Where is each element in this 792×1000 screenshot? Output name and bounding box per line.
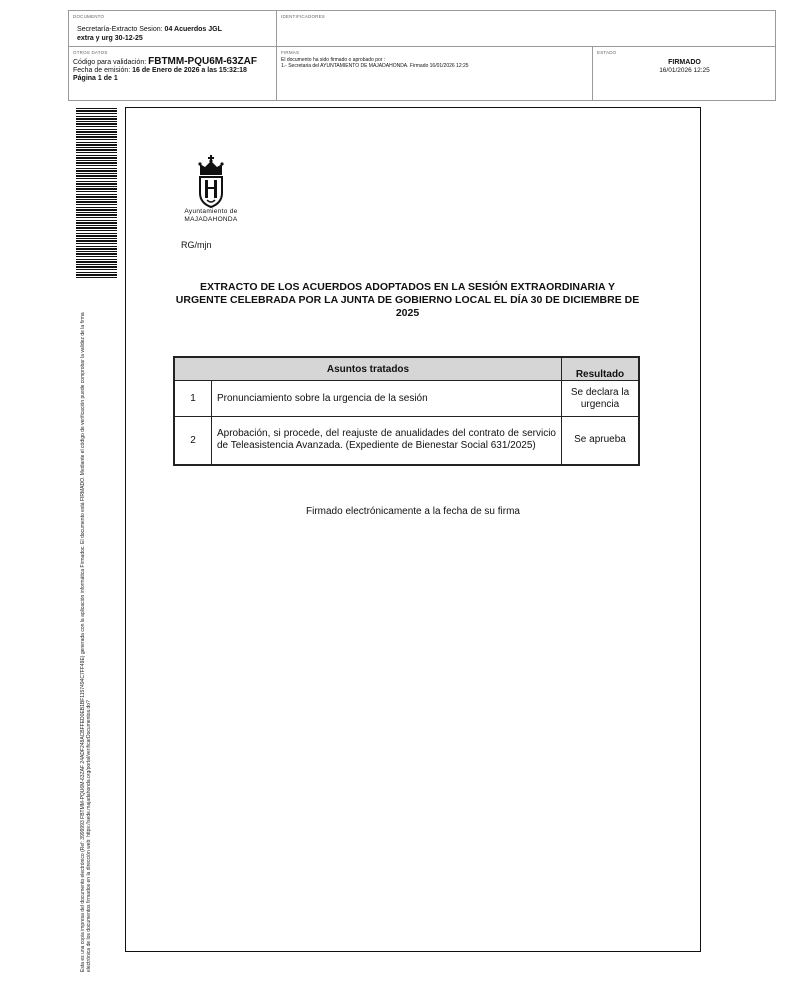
fecha-label: Fecha de emisión:: [73, 67, 133, 74]
logo-line2: MAJADAHONDA: [184, 215, 238, 223]
majadahonda-coat-of-arms-icon: [196, 155, 226, 209]
firmas-cell: [277, 47, 593, 101]
row-resultado: Se aprueba: [562, 417, 640, 465]
firmas-line1: El documento ha sido firmado o aprobado por :: [281, 57, 386, 63]
row-resultado: Se declara la urgencia: [562, 381, 640, 417]
documento-line1: Secretaría-Extracto Sesion:: [77, 26, 165, 33]
document-page-frame: [125, 107, 701, 952]
documento-bold2: extra y urg 30-12-25: [77, 35, 143, 42]
codigo-validacion: [73, 58, 272, 67]
codigo-label: Código para validación:: [73, 59, 149, 66]
logo-line1: Ayuntamiento de: [184, 208, 238, 215]
estado-value: FIRMADO: [668, 59, 701, 66]
otros-datos-cell: [69, 47, 277, 101]
estado-cell: [593, 47, 776, 101]
reference-initials: RG/mjn: [181, 240, 212, 250]
fecha-value: 16 de Enero de 2026 a las 15:32:18: [132, 67, 247, 74]
table-header-row: [174, 357, 639, 381]
documento-value: [77, 25, 272, 43]
asuntos-table: [173, 356, 640, 466]
side-verification-text: Esta es una copia impresa del documento electrónico (Ref: 3999993 FBTMM-PQU6M-63ZAF 24ADF248ACBFFED0EB1BF1157494C7FF49E) generada con la aplicación informática Firmadoc. El documento está FIRMADO. Mediante el código de verificación puede comprobar la validez de la firma electrónica de los documentos firmados en la dirección web: https://sede.majadahonda.org/portal/verificarDocumentos.do?: [80, 312, 93, 972]
document-header: [68, 10, 776, 101]
row-asunto: Pronunciamiento sobre la urgencia de la sesión: [212, 381, 562, 417]
row-number: 1: [174, 381, 212, 417]
table-row: [174, 381, 639, 417]
barcode: [76, 108, 117, 278]
header-resultado: Resultado: [562, 357, 640, 381]
fecha-emision: [73, 67, 272, 75]
documento-bold1: 04 Acuerdos JGL: [164, 26, 222, 33]
table-row: [174, 417, 639, 465]
documento-label: DOCUMENTO: [73, 14, 105, 19]
identificadores-cell: [277, 11, 776, 47]
identificadores-label: IDENTIFICADORES: [281, 14, 326, 19]
codigo-value: FBTMM-PQU6M-63ZAF: [148, 56, 257, 67]
document-title: EXTRACTO DE LOS ACUERDOS ADOPTADOS EN LA SESIÓN EXTRAORDINARIA Y URGENTE CELEBRADA POR LA JUNTA DE GOBIERNO LOCAL EL DÍA 30 DE DICIEMBRE DE 2025: [175, 281, 640, 319]
firmas-label: FIRMAS: [281, 50, 300, 55]
logo-text: [178, 208, 244, 223]
documento-cell: [69, 11, 277, 47]
header-asuntos: Asuntos tratados: [174, 357, 562, 381]
estado-date: 16/01/2026 12:25: [659, 67, 710, 74]
otros-datos-label: OTROS DATOS: [73, 50, 108, 55]
pagina-info: Página 1 de 1: [73, 75, 118, 82]
firmas-line2: 1.- Secretaria del AYUNTAMIENTO DE MAJADAHONDA. Firmado 16/01/2026 12:25: [281, 63, 469, 69]
signed-electronically-note: Firmado electrónicamente a la fecha de su firma: [306, 506, 520, 517]
estado-label: ESTADO: [597, 50, 617, 55]
row-number: 2: [174, 417, 212, 465]
row-asunto: Aprobación, si procede, del reajuste de anualidades del contrato de servicio de Teleasistencia Avanzada. (Expediente de Bienestar Social 631/2025): [212, 417, 562, 465]
